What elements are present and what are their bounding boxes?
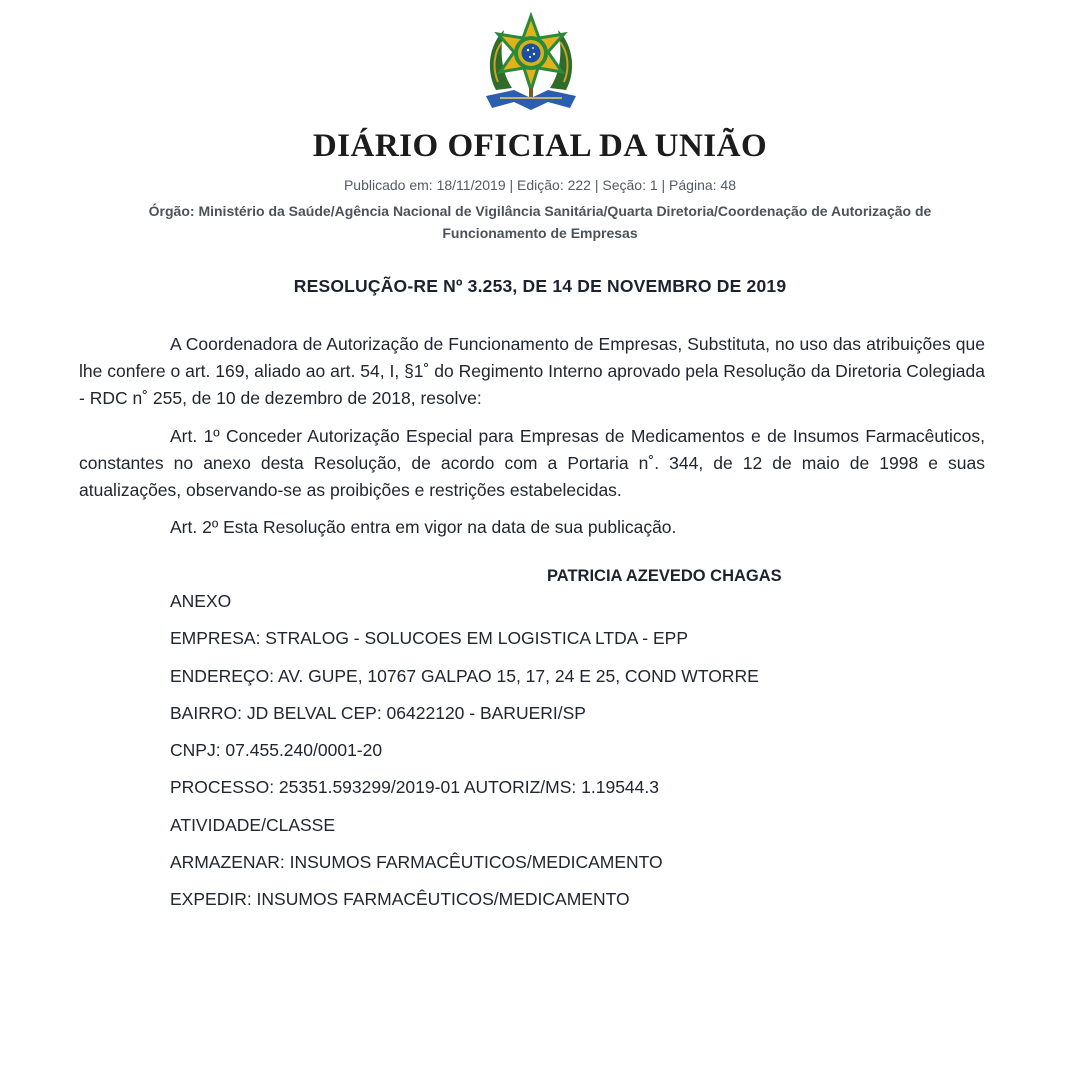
publication-info: Publicado em: 18/11/2019 | Edição: 222 | Seção: 1 | Página: 48 — [343, 177, 737, 193]
annex-line-company: EMPRESA: STRALOG - SOLUCOES EM LOGISTICA LTDA - EPP — [170, 628, 688, 649]
annex-line-cnpj: CNPJ: 07.455.240/0001-20 — [170, 740, 383, 761]
annex-list — [170, 588, 759, 924]
coat-of-arms-icon — [478, 12, 584, 116]
newspaper-title: DIÁRIO OFICIAL DA UNIÃO — [312, 128, 768, 164]
annex-heading: ANEXO — [170, 591, 232, 611]
annex-line-ship: EXPEDIR: INSUMOS FARMACÊUTICOS/MEDICAMENTO — [170, 889, 630, 910]
organ-line: Órgão: Ministério da Saúde/Agência Nacional de Vigilância Sanitária/Quarta Diretoria/Coordenação de Autorização de Funcionamento de Empresas — [148, 203, 932, 241]
annex-line-activity-class: ATIVIDADE/CLASSE — [170, 814, 336, 835]
preamble-paragraph: A Coordenadora de Autorização de Funcionamento de Empresas, Substituta, no uso das atribuições que lhe confere o art. 169, aliado ao art. 54, I, §1˚ do Regimento Interno aprovado pela Resolução da Diretoria Colegiada - RDC n˚ 255, de 10 de dezembro de 2018, resolve: — [79, 334, 985, 408]
annex-line-store: ARMAZENAR: INSUMOS FARMACÊUTICOS/MEDICAMENTO — [170, 852, 663, 873]
annex-line-district: BAIRRO: JD BELVAL CEP: 06422120 - BARUERI/SP — [170, 702, 586, 723]
article-2-paragraph: Art. 2º Esta Resolução entra em vigor na data de sua publicação. — [170, 517, 677, 537]
annex-line-address: ENDEREÇO: AV. GUPE, 10767 GALPAO 15, 17, 24 E 25, COND WTORRE — [170, 665, 759, 686]
article-1-paragraph: Art. 1º Conceder Autorização Especial para Empresas de Medicamentos e de Insumos Farmacêuticos, constantes no anexo desta Resolução, de acordo com a Portaria n˚. 344, de 12 de maio de 1998 e suas atualizações, observando-se as proibições e restrições estabelecidas. — [79, 426, 985, 500]
annex-line-process: PROCESSO: 25351.593299/2019-01 AUTORIZ/MS: 1.19544.3 — [170, 777, 659, 798]
signer-name: PATRICIA AZEVEDO CHAGAS — [547, 567, 782, 585]
resolution-title: RESOLUÇÃO-RE Nº 3.253, DE 14 DE NOVEMBRO DE 2019 — [293, 276, 787, 296]
